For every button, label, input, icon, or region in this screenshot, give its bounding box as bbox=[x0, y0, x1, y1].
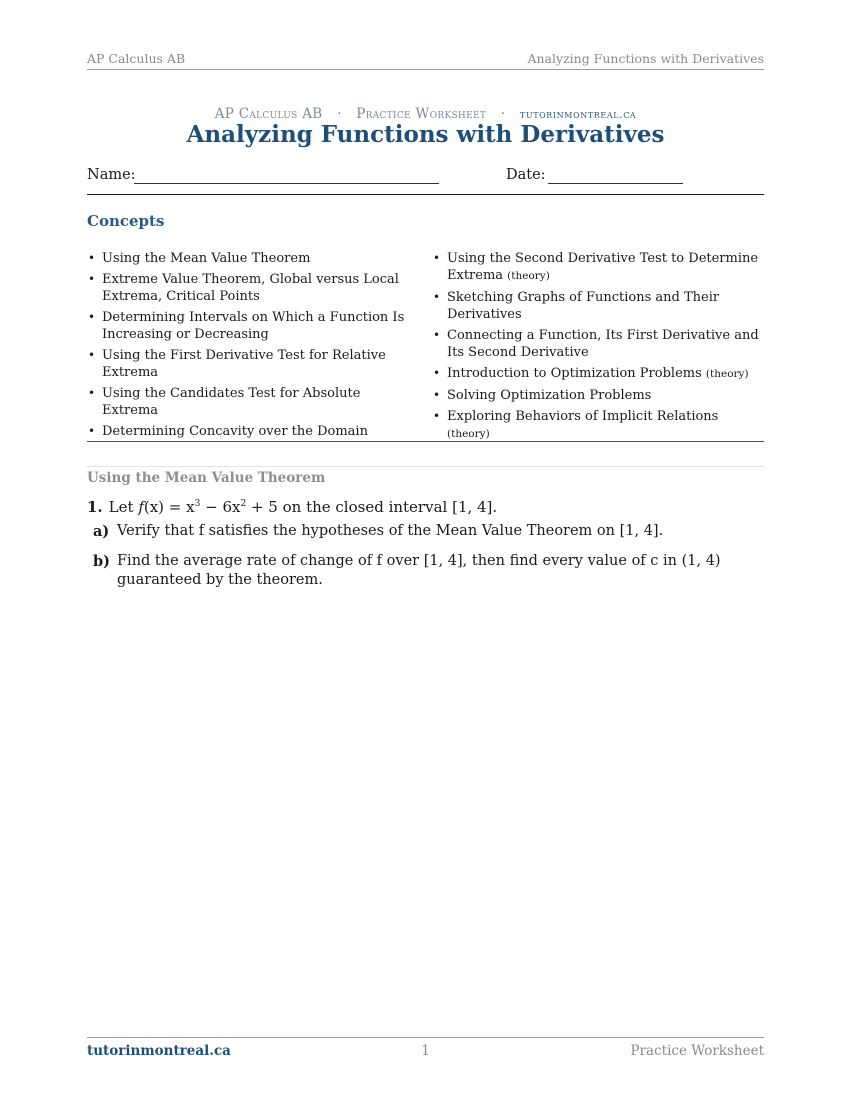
concept-text: Determining Concavity over the Domain bbox=[102, 424, 368, 439]
subpart-b bbox=[93, 552, 764, 590]
concepts-list-right bbox=[432, 250, 764, 447]
concept-text: Determining Intervals on Which a Function Is Increasing or Decreasing bbox=[102, 310, 405, 342]
concept-text: Using the Second Derivative Test to Determine Extrema bbox=[447, 251, 759, 283]
concepts-heading: Concepts bbox=[87, 212, 165, 230]
theory-tag: (theory) bbox=[447, 428, 490, 440]
theory-tag: (theory) bbox=[705, 368, 749, 380]
concepts-divider bbox=[87, 441, 764, 442]
subpart-text: Verify that f satisfies the hypotheses of the Mean Value Theorem on [1, 4]. bbox=[117, 523, 664, 539]
concept-item bbox=[87, 250, 412, 267]
concept-item bbox=[87, 347, 412, 381]
kicker-course: AP Calculus AB bbox=[214, 106, 323, 122]
concept-text: Using the Mean Value Theorem bbox=[102, 251, 311, 266]
concept-text: Introduction to Optimization Problems bbox=[447, 366, 702, 381]
problem-intro: Let bbox=[108, 498, 139, 516]
header-course: AP Calculus AB bbox=[87, 51, 186, 66]
concept-item bbox=[87, 423, 412, 440]
kicker-separator: · bbox=[500, 106, 506, 122]
concept-item bbox=[432, 250, 764, 285]
name-label: Name: bbox=[87, 167, 136, 183]
header-title: Analyzing Functions with Derivatives bbox=[527, 51, 764, 66]
concept-item bbox=[432, 365, 764, 383]
running-header bbox=[87, 51, 764, 70]
function-tail: + 5 on the closed interval [1, 4]. bbox=[246, 498, 498, 516]
concept-item bbox=[432, 289, 764, 323]
subpart-a bbox=[93, 522, 764, 541]
concept-item bbox=[432, 408, 764, 443]
concept-text: Using the First Derivative Test for Relative Extrema bbox=[102, 348, 386, 380]
kicker-kind: Practice Worksheet bbox=[356, 106, 487, 122]
exponent-square: 2 bbox=[240, 499, 247, 509]
theory-tag: (theory) bbox=[507, 270, 550, 282]
concept-text: Extreme Value Theorem, Global versus Local Extrema, Critical Points bbox=[102, 272, 399, 304]
concept-item bbox=[432, 387, 764, 404]
page-title: Analyzing Functions with Derivatives bbox=[186, 121, 665, 148]
concept-text: Sketching Graphs of Functions and Their Derivatives bbox=[447, 290, 720, 322]
section-divider bbox=[87, 466, 764, 467]
concept-item bbox=[87, 309, 412, 343]
subpart-label: a) bbox=[93, 523, 110, 540]
date-label: Date: bbox=[506, 167, 546, 183]
concept-text: Connecting a Function, Its First Derivative and Its Second Derivative bbox=[447, 328, 759, 360]
title-kicker bbox=[87, 106, 764, 122]
concept-text: Solving Optimization Problems bbox=[447, 388, 652, 403]
concept-text: Using the Candidates Test for Absolute Extrema bbox=[102, 386, 361, 418]
concepts-list-left bbox=[87, 250, 412, 444]
footer-divider bbox=[87, 1037, 764, 1038]
footer-label: Practice Worksheet bbox=[630, 1043, 764, 1059]
header-divider bbox=[87, 194, 764, 195]
subpart-text: Find the average rate of change of f over [1, 4], then find every value of c in (1, 4) guaranteed by the theorem. bbox=[117, 553, 721, 588]
kicker-site: tutorinmontreal.ca bbox=[519, 108, 637, 121]
section-heading: Using the Mean Value Theorem bbox=[87, 470, 326, 486]
name-field[interactable] bbox=[134, 183, 439, 184]
date-field[interactable] bbox=[548, 183, 683, 184]
concept-item bbox=[87, 271, 412, 305]
worksheet-page bbox=[87, 0, 764, 1100]
page-number: 1 bbox=[421, 1043, 430, 1059]
function-argument: (x) = x bbox=[143, 498, 195, 516]
exponent-cubic: 3 bbox=[194, 499, 201, 509]
concept-item bbox=[432, 327, 764, 361]
function-name: f bbox=[138, 498, 144, 516]
footer-site: tutorinmontreal.ca bbox=[87, 1043, 231, 1059]
problem-number: 1. bbox=[87, 498, 103, 516]
concept-text: Exploring Behaviors of Implicit Relations bbox=[447, 409, 719, 424]
kicker-separator: · bbox=[337, 106, 342, 122]
concept-item bbox=[87, 385, 412, 419]
page-footer bbox=[87, 1043, 764, 1061]
problem-1 bbox=[87, 498, 764, 516]
subpart-label: b) bbox=[93, 553, 110, 570]
function-middle-term: − 6x bbox=[200, 498, 241, 516]
